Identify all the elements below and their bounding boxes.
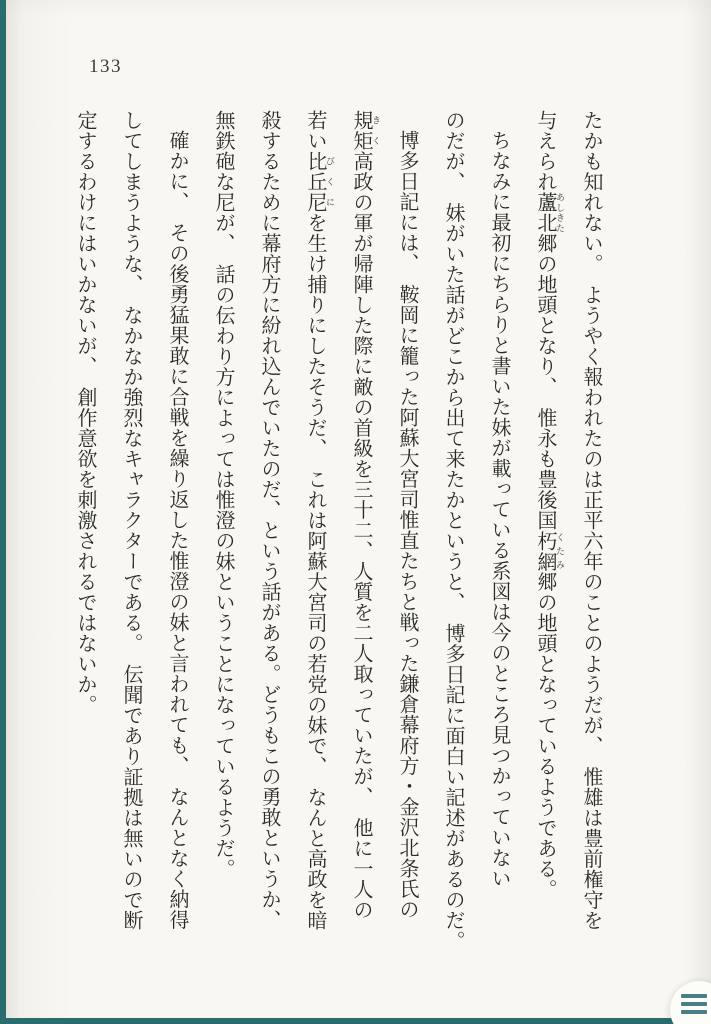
ruby-annotated-word: 蘆北 あしきた	[534, 192, 565, 233]
text-column: 確かに、 その後勇猛果敢に合戦を繰り返した惟澄の妹と言われても、 なんとなく納得	[166, 130, 188, 930]
text-column: 無鉄砲な尼が、 話の伝わり方によっては惟澄の妹ということになっているようだ。	[212, 110, 234, 879]
text-column: ちなみに最初にちらりと書いた妹が載っている系図は今のところ見つかっていない	[488, 130, 510, 889]
text-column: 規矩 きく高政の軍が帰陣した際に敵の首級を三十二、人質を二人取っていたが、 他に一人の	[350, 110, 381, 920]
text-column: してしまうような、 なかなか強烈なキャラクターである。 伝聞であり証拠は無いので断	[120, 110, 142, 931]
text-column: たかも知れない。 ようやく報われたのは正平六年のことのようだが、 惟雄は豊前権守を	[580, 110, 602, 931]
ruby-annotated-word: 朽網 くたみ	[534, 530, 565, 572]
menu-button[interactable]	[670, 981, 711, 1024]
spine-border-bottom	[0, 1018, 711, 1024]
vertical-text-area	[62, 110, 614, 992]
text-column: 博多日記には、 鞍岡に籠った阿蘇大宮司惟直たちと戦った鎌倉幕府方・金沢北条氏の	[396, 130, 418, 920]
ruby-annotated-word: 規矩 きく	[350, 110, 381, 151]
hamburger-menu-icon	[681, 994, 707, 1014]
text-column: 若い比丘尼 びくにを生け捕りにしたそうだ、 これは阿蘇大宮司の若党の妹で、 なんと高政を暗	[304, 110, 335, 931]
ruby-annotated-word: 比丘尼 びくに	[304, 151, 335, 213]
text-column: のだが、 妹がいた話がどこから出て来たかというと、 博多日記に面白い記述があるのだ。	[442, 110, 464, 951]
text-column: 与えられ蘆北 あしきた郷の地頭となり、 惟永も豊後国朽網 くたみ郷の地頭となっているようである。	[534, 110, 565, 900]
spine-border-left	[0, 0, 6, 1024]
text-column: 定するわけにはいかないが、 創作意欲を刺激されるではないか。	[74, 110, 96, 715]
page-number: 133	[89, 56, 122, 77]
text-column: 殺するために幕府方に紛れ込んでいたのだ、という話がある。どうもこの勇敢というか、	[258, 110, 280, 930]
